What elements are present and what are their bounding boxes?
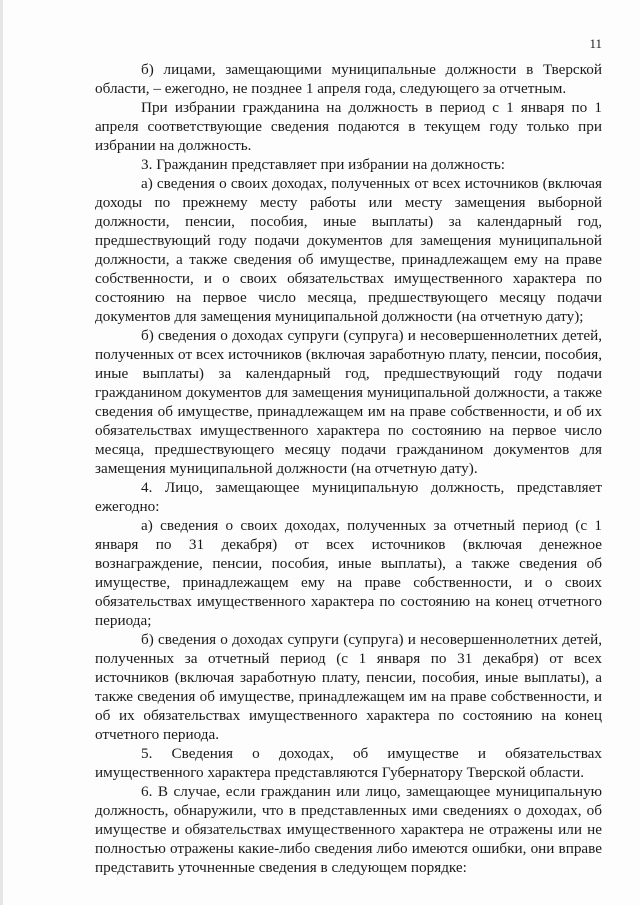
paragraph-5: 5. Сведения о доходах, об имуществе и обязательствах имущественного характера представляются Губернатору Тверской области. (95, 745, 602, 781)
paragraph-3b: б) сведения о доходах супруги (супруга) и несовершеннолетних детей, полученных от всех источников (включая заработную плату, пенсии, пособия, иные выплаты) за календарный год, предшествующий году подачи гражданином документов для замещения муниципальной должности, а также сведения об имуществе, принадлежащем им на праве собственности, и об их обязательствах имущественного характера по состоянию на первое число месяца, предшествующего месяцу подачи гражданином документов для замещения муниципальной должности (на отчетную дату). (95, 327, 602, 477)
paragraph-4a: а) сведения о своих доходах, полученных за отчетный период (с 1 января по 31 декабря) от всех источников (включая денежное вознаграждение, пенсии, пособия, иные выплаты), а также сведения об имуществе, принадлежащем ему на праве собственности, и о своих обязательствах имущественного характера по состоянию на конец отчетного периода; (95, 517, 602, 629)
paragraph-2b: б) лицами, замещающими муниципальные должности в Тверской области, – ежегодно, не позднее 1 апреля года, следующего за отчетным. (95, 61, 602, 97)
paragraph-4b: б) сведения о доходах супруги (супруга) и несовершеннолетних детей, полученных за отчетный период (с 1 января по 31 декабря) от всех источников (включая заработную плату, пенсии, пособия, иные выплаты), а также сведения об имуществе, принадлежащем им на праве собственности, и об их обязательствах имущественного характера по состоянию на конец отчетного периода. (95, 631, 602, 743)
paragraph-election-period: При избрании гражданина на должность в период с 1 января по 1 апреля соответствующие сведения подаются в текущем году только при избрании на должность. (95, 99, 602, 154)
paragraph-3: 3. Гражданин представляет при избрании на должность: (141, 156, 505, 173)
page-number: 11 (589, 36, 602, 51)
paragraph-6: 6. В случае, если гражданин или лицо, замещающее муниципальную должность, обнаружили, что в представленных ими сведениях о доходах, об имуществе и обязательствах имущественного характера не отражены или не полностью отражены какие-либо сведения либо имеются ошибки, они вправе представить уточненные сведения в следующем порядке: (95, 783, 602, 876)
paragraph-4: 4. Лицо, замещающее муниципальную должность, представляет ежегодно: (95, 479, 602, 515)
page-edge (0, 0, 3, 905)
paragraph-3a: а) сведения о своих доходах, полученных от всех источников (включая доходы по прежнему месту работы или месту замещения выборной должности, пенсии, пособия, иные выплаты) за календарный год, предшествующий году подачи документов для замещения муниципальной должности, а также сведения об имуществе, принадлежащем ему на праве собственности, и о своих обязательствах имущественного характера по состоянию на первое число месяца, предшествующего месяцу подачи документов для замещения муниципальной должности (на отчетную дату); (95, 175, 602, 325)
document-body (95, 60, 602, 877)
